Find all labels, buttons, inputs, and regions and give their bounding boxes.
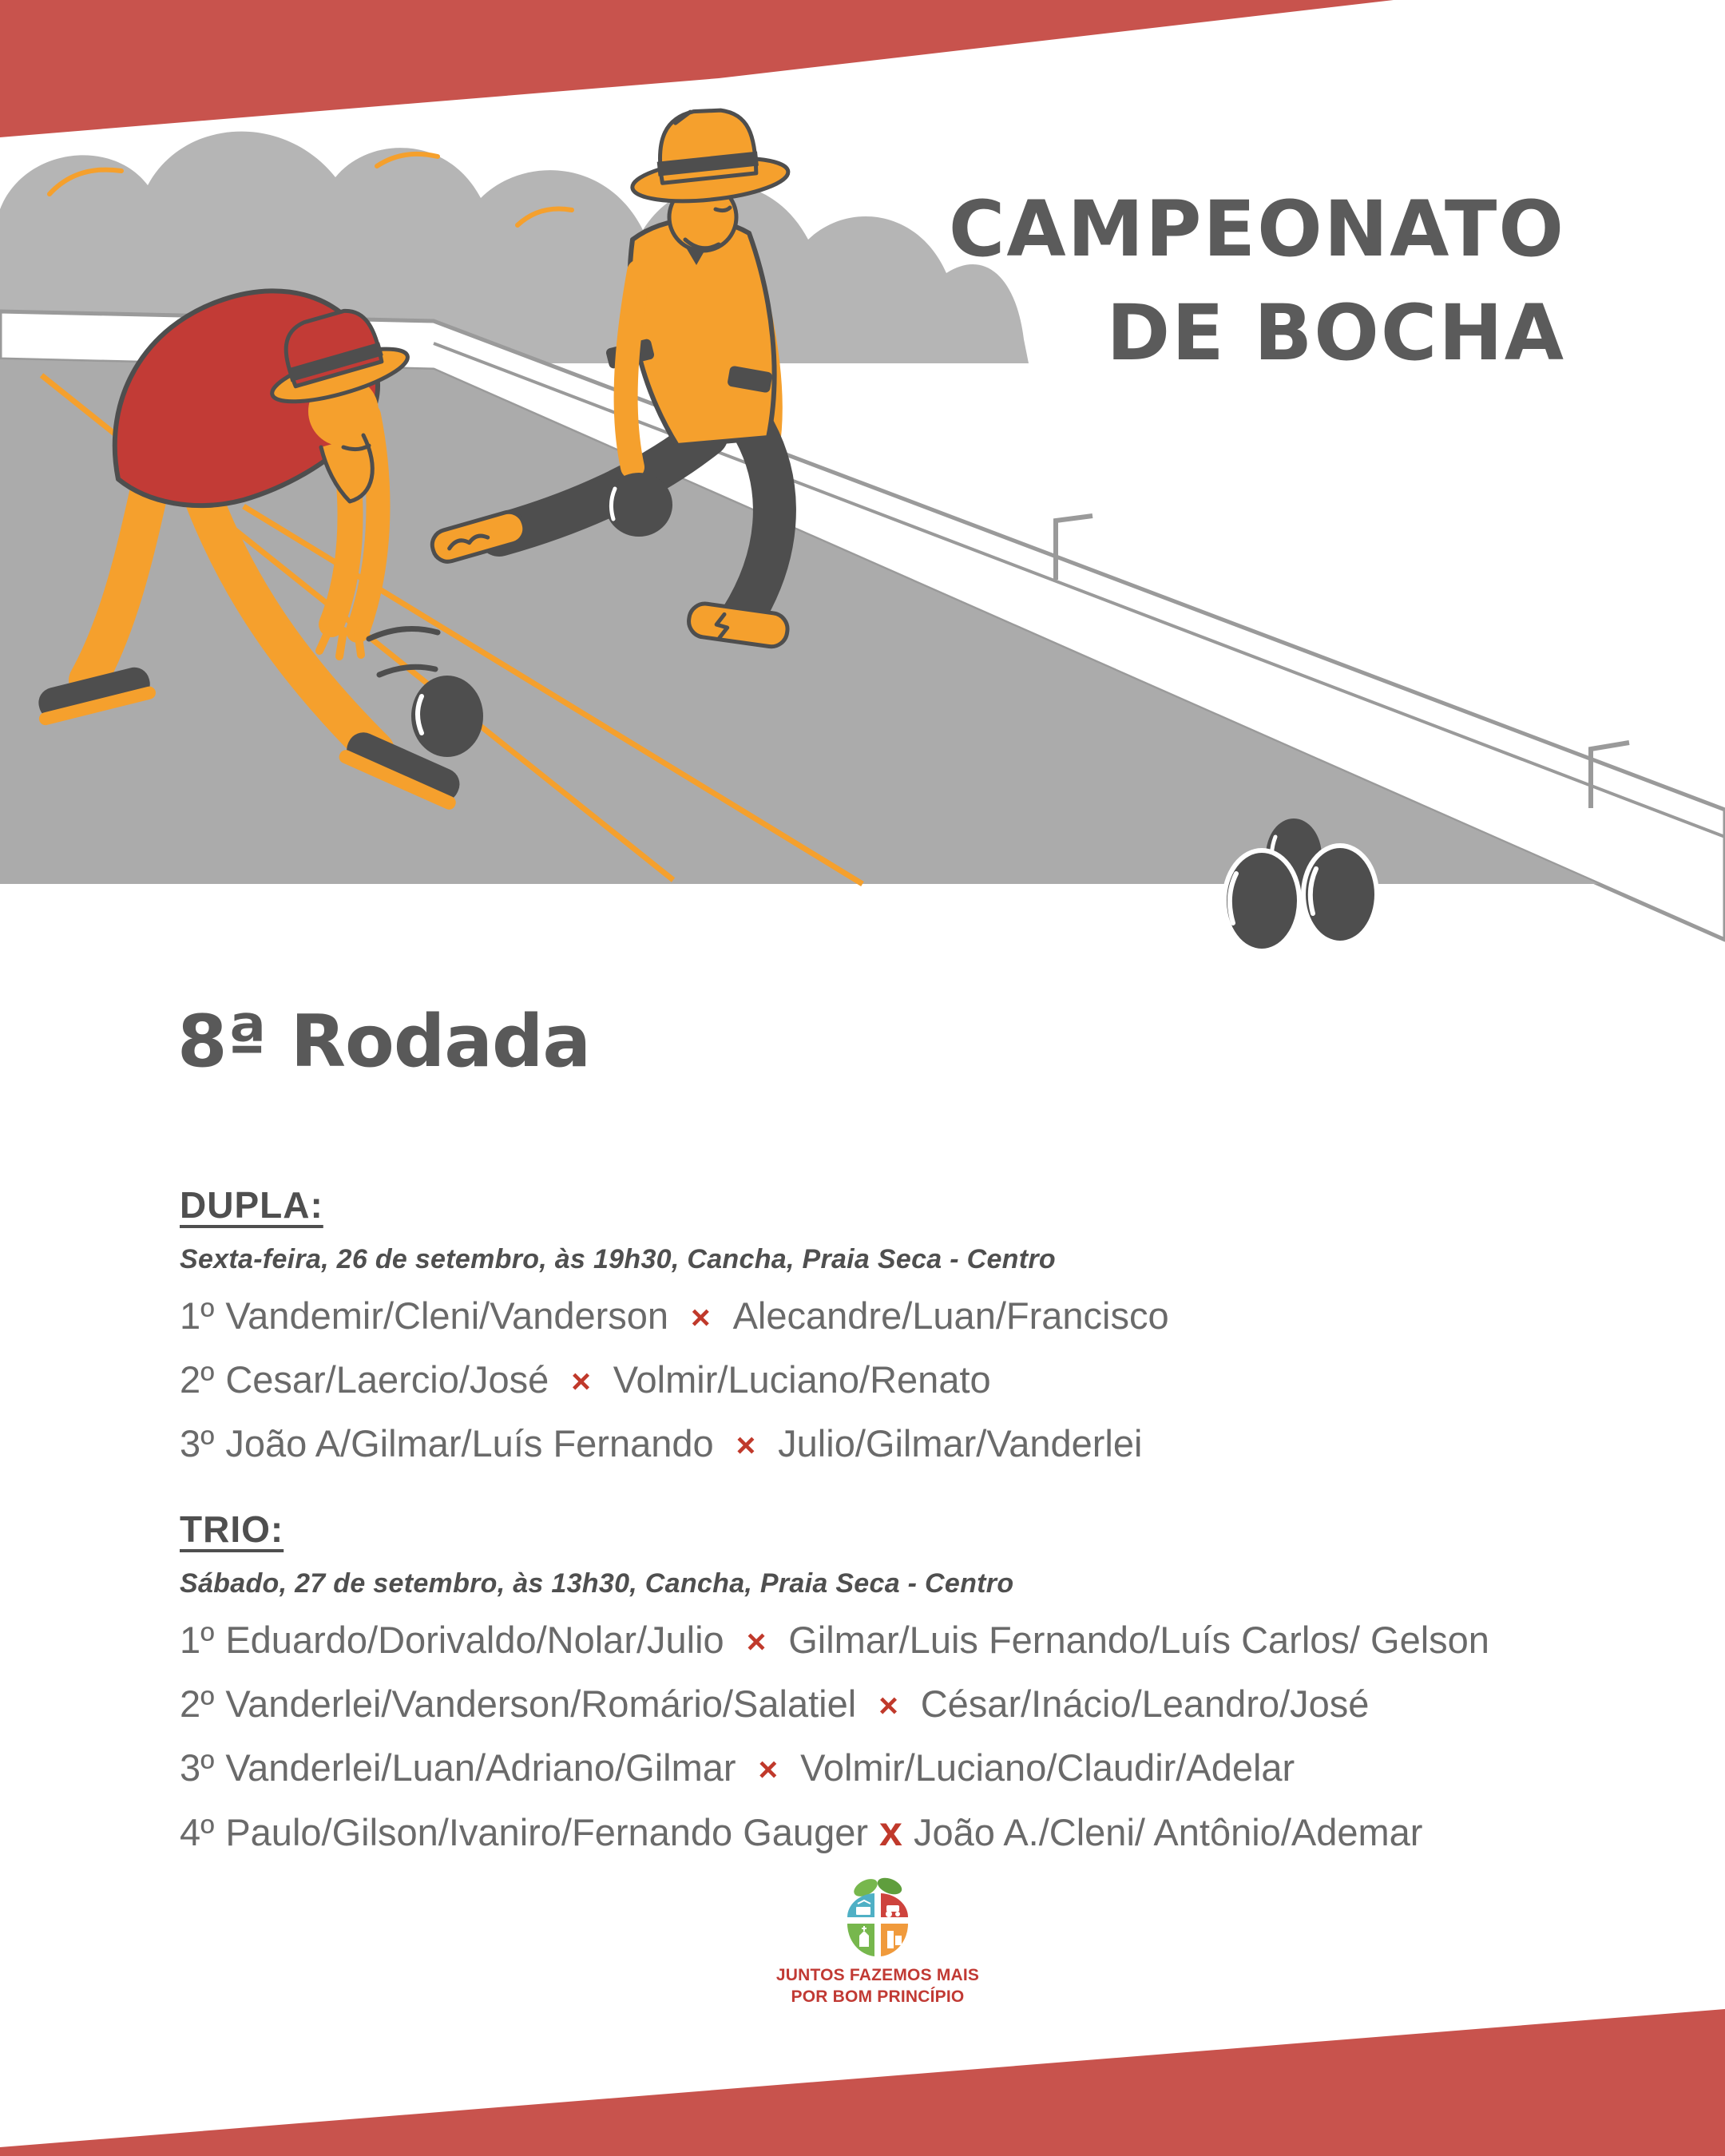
versus-mark: ×: [746, 1623, 767, 1660]
match-number: 2º: [180, 1358, 215, 1401]
team-left: João A/Gilmar/Luís Fernando: [225, 1422, 714, 1464]
team-left: Vanderlei/Vanderson/Romário/Salatiel: [225, 1682, 857, 1725]
bocha-court-illustration: [0, 0, 1725, 998]
ball-in-hand: [605, 473, 672, 537]
bom-principio-logo: [810, 1877, 946, 1960]
section-trio: [180, 1508, 1617, 1864]
team-left: Cesar/Laercio/José: [225, 1358, 549, 1401]
team-right: Julio/Gilmar/Vanderlei: [778, 1422, 1143, 1464]
match-number: 1º: [180, 1294, 215, 1337]
round-heading: 8ª Rodada: [177, 1000, 591, 1084]
versus-mark: ×: [758, 1750, 779, 1788]
team-right: Volmir/Luciano/Renato: [613, 1358, 991, 1401]
dupla-matches: [180, 1285, 1617, 1476]
match-number: 3º: [180, 1746, 215, 1789]
match-row: [180, 1285, 1617, 1349]
team-left: Vandemir/Cleni/Vanderson: [225, 1294, 669, 1337]
match-number: 3º: [180, 1422, 215, 1464]
versus-mark: ×: [878, 1686, 898, 1724]
versus-mark: ×: [571, 1362, 591, 1400]
slogan-line-1: JUNTOS FAZEMOS MAIS: [775, 1966, 980, 1984]
slogan-line-2: POR BOM PRINCÍPIO: [791, 1988, 965, 2006]
trio-schedule: Sábado, 27 de setembro, às 13h30, Cancha, Praia Seca - Centro: [180, 1568, 1014, 1599]
versus-mark: ×: [691, 1298, 711, 1336]
team-right: João A./Cleni/ Antônio/Ademar: [913, 1811, 1423, 1853]
match-row: [180, 1413, 1617, 1476]
title-line-1: CAMPEONATO: [948, 184, 1565, 274]
match-row: [180, 1673, 1617, 1737]
team-right: Alecandre/Luan/Francisco: [732, 1294, 1169, 1337]
team-right: Gilmar/Luis Fernando/Luís Carlos/ Gelson: [788, 1619, 1489, 1661]
dupla-schedule: Sexta-feira, 26 de setembro, às 19h30, Cancha, Praia Seca - Centro: [180, 1244, 1056, 1274]
section-dupla: [180, 1183, 1617, 1476]
title-line-2: DE BOCHA: [1106, 288, 1565, 378]
poster-title: [949, 177, 1565, 385]
team-right: César/Inácio/Leandro/José: [920, 1682, 1370, 1725]
dupla-heading: DUPLA:: [180, 1184, 323, 1226]
trio-heading: TRIO:: [180, 1508, 284, 1550]
match-number: 4º: [180, 1811, 215, 1853]
match-row: [180, 1737, 1617, 1801]
versus-mark: ×: [736, 1426, 756, 1464]
team-right: Volmir/Luciano/Claudir/Adelar: [800, 1746, 1295, 1789]
match-row: [180, 1801, 1617, 1864]
match-number: 1º: [180, 1619, 215, 1661]
team-left: Vanderlei/Luan/Adriano/Gilmar: [225, 1746, 736, 1789]
match-number: 2º: [180, 1682, 215, 1725]
orange-player-hat: [625, 102, 791, 208]
bottom-red-band: [0, 1996, 1725, 2156]
trio-matches: [180, 1609, 1617, 1864]
match-row: [180, 1349, 1617, 1413]
versus-mark: x: [879, 1809, 902, 1855]
team-left: Paulo/Gilson/Ivaniro/Fernando Gauger: [225, 1811, 869, 1853]
team-left: Eduardo/Dorivaldo/Nolar/Julio: [225, 1619, 724, 1661]
match-row: [180, 1609, 1617, 1673]
apple-logo-icon: [847, 1877, 908, 1956]
